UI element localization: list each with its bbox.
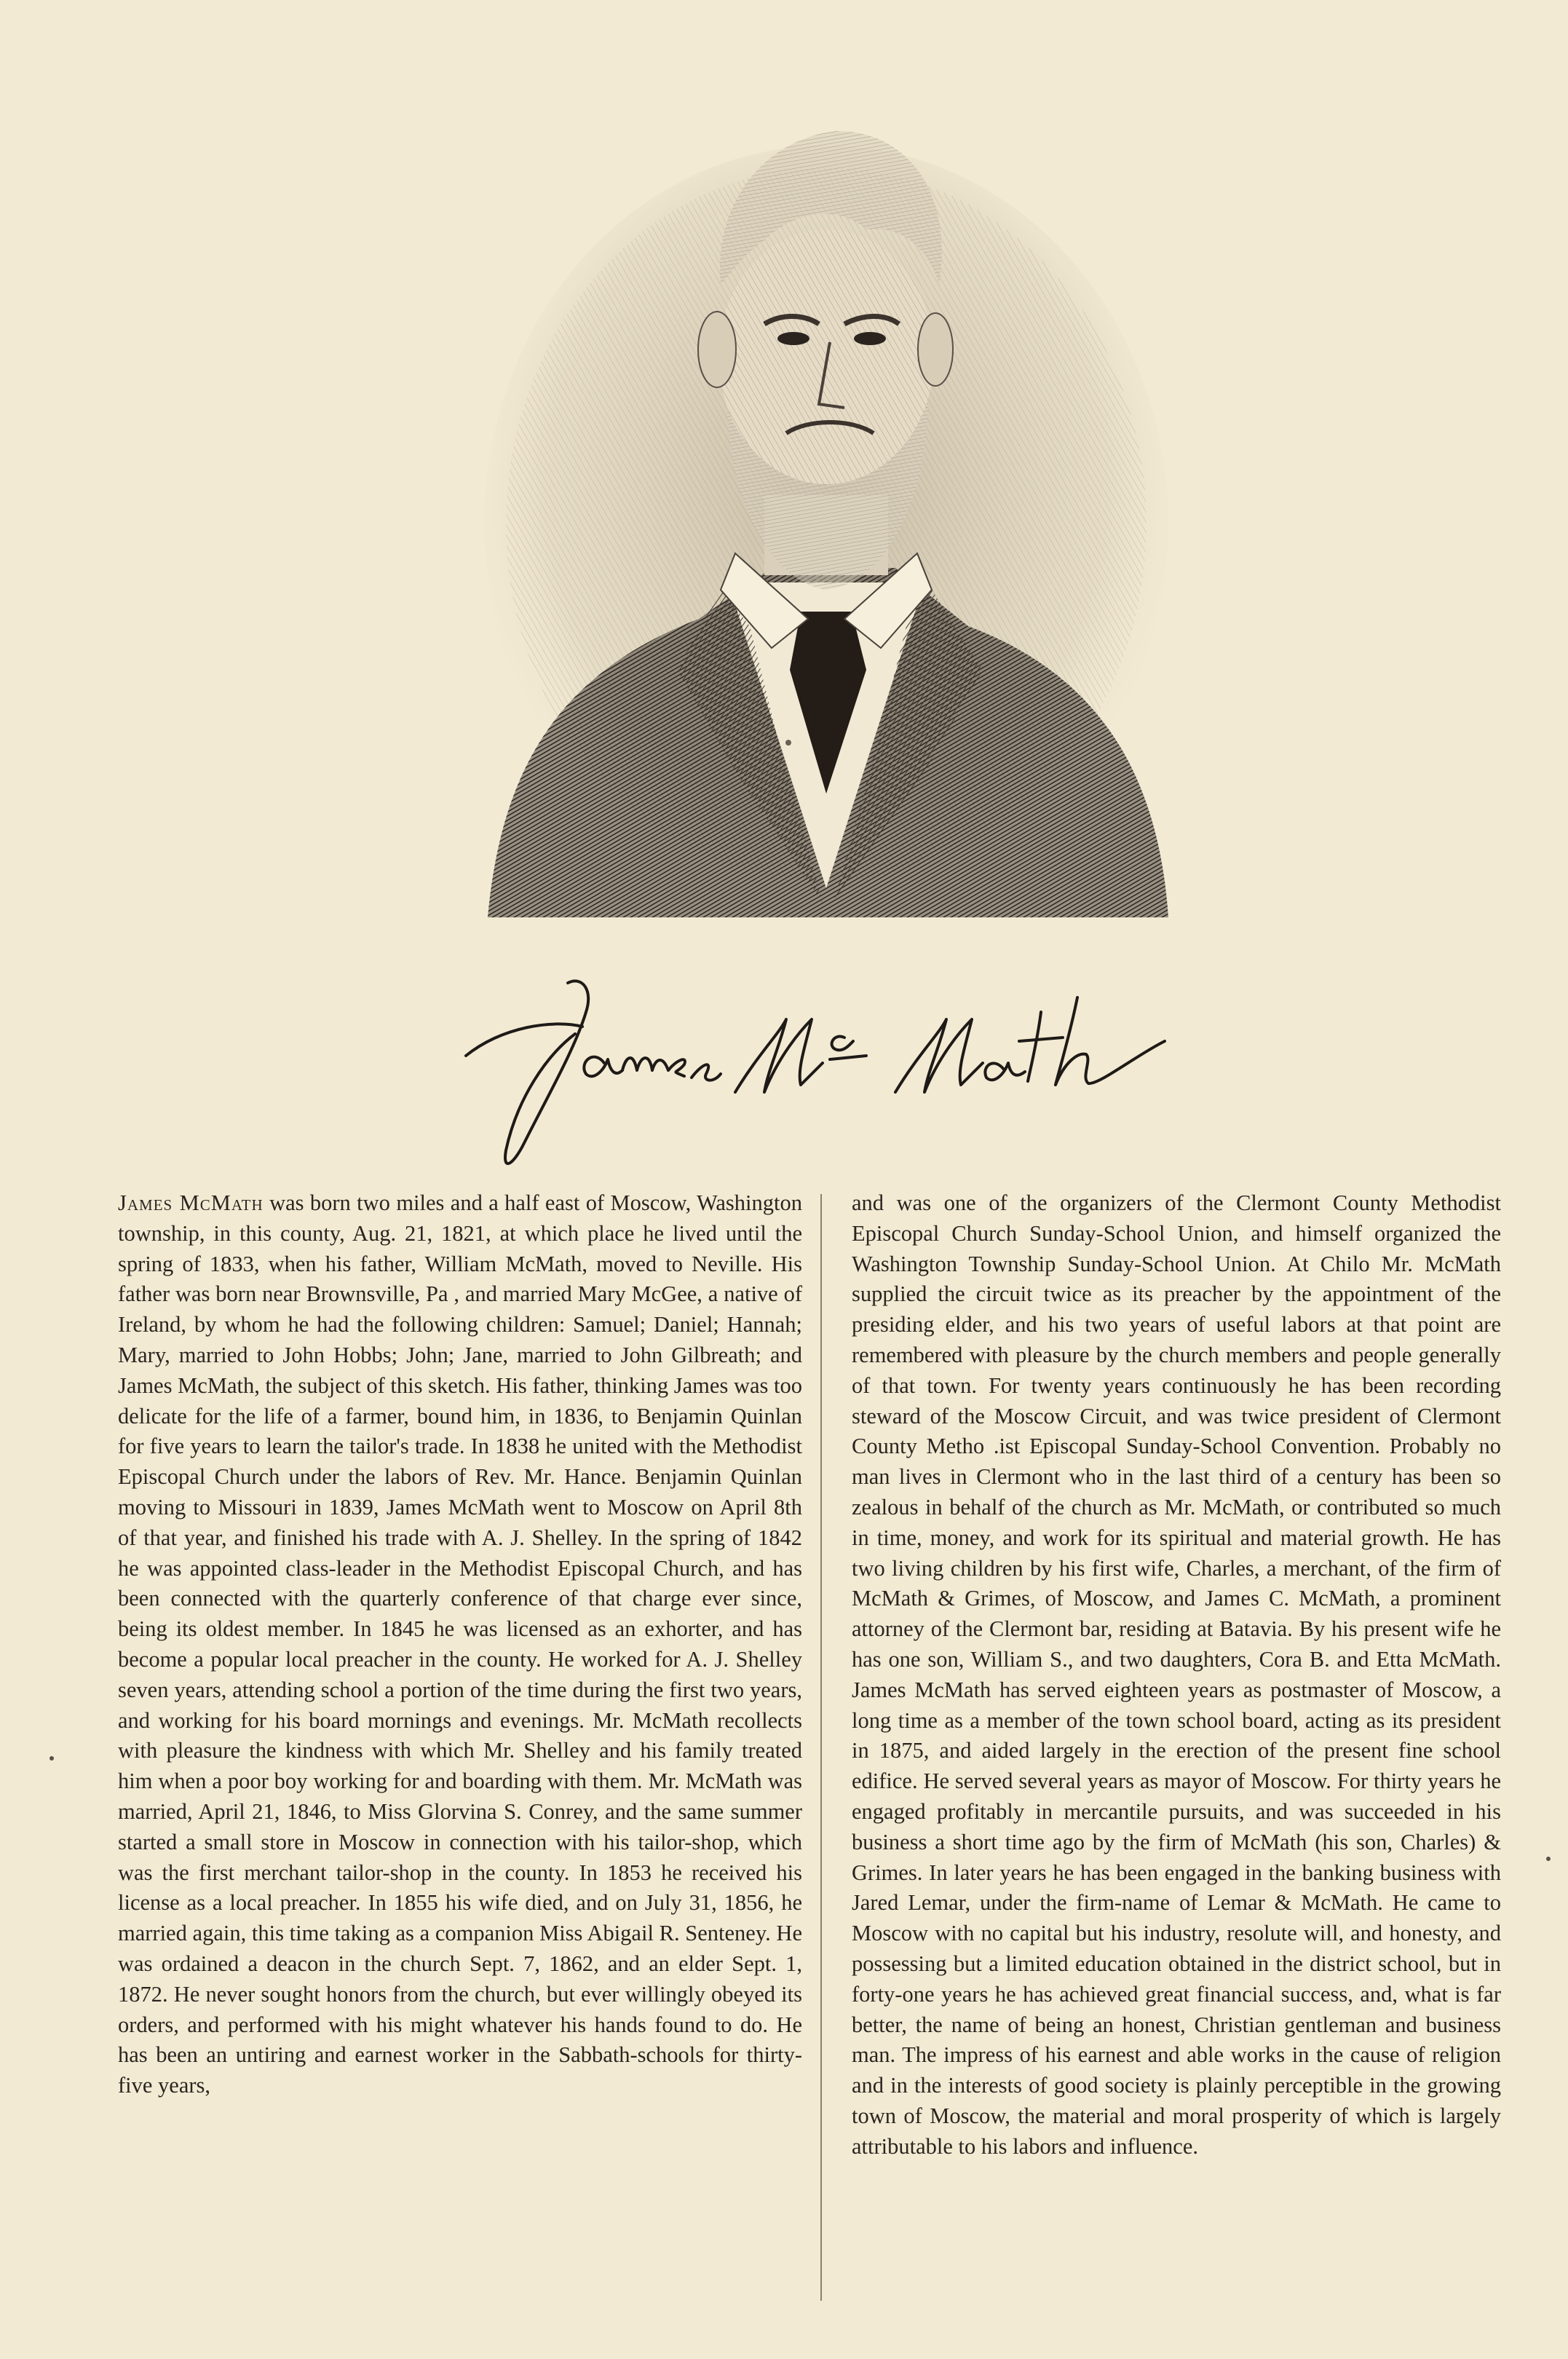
signature-handwriting (437, 968, 1208, 1180)
column-divider (820, 1194, 822, 2301)
portrait-illustration (459, 116, 1194, 961)
stray-ink-mark (1546, 1857, 1551, 1861)
signature (437, 968, 1208, 1180)
biography-right-column (852, 1188, 1501, 2162)
portrait-engraving (459, 116, 1194, 961)
stray-ink-mark (50, 1756, 54, 1761)
subject-name: James McMath (118, 1190, 264, 1215)
biography-text-right: and was one of the organizers of the Clermont County Methodist Episcopal Church Sunday-School Union, and himself organized the Washington Township Sunday-School Union. At Chilo Mr. McMath supplied the circuit twice as its preacher by the appointment of the presiding elder, and his two years of useful labors at that point are remembered with pleasure by the church members and people generally of that town. For twenty years continuously he has been recording steward of the Moscow Circuit, and was twice president of Clermont County Metho .ist Episcopal Sunday-School Convention. Probably no man lives in Clermont who in the last third of a century has been so zealous in behalf of the church as Mr. McMath, or contributed so much in time, money, and work for its spiritual and material growth. He has two living children by his first wife, Charles, a merchant, of the firm of McMath & Grimes, of Moscow, and James C. McMath, a prominent attorney of the Clermont bar, residing at Batavia. By his present wife he has one son, William S., and two daughters, Cora B. and Etta McMath. James McMath has served eighteen years as postmaster of Moscow, a long time as a member of the town school board, acting as its president in 1875, and aided largely in the erection of the present fine school edifice. He served several years as mayor of Moscow. For thirty years he engaged profitably in mercantile pursuits, and was succeeded in his business a short time ago by the firm of McMath (his son, Charles) & Grimes. In later years he has been engaged in the banking business with Jared Lemar, under the firm-name of Lemar & McMath. He came to Moscow with no capital but his industry, resolute will, and honesty, and possessing but a limited education obtained in the district school, but in forty-one years he has achieved great financial success, and, what is far better, the name of being an honest, Christian gentleman and business man. The impress of his earnest and able works in the cause of religion and in the interests of good society is plainly perceptible in the growing town of Moscow, the material and moral prosperity of which is largely attributable to his labors and influence. (852, 1190, 1501, 2159)
biography-text-left: was born two miles and a half east of Moscow, Washington township, in this county, Aug. 21, 1821, at which place he lived until the spring of 1833, when his father, William McMath, moved to Neville. His father was born near Brownsville, Pa , and married Mary McGee, a native of Ireland, by whom he had the following children: Samuel; Daniel; Hannah; Mary, married to John Hobbs; John; Jane, married to John Gilbreath; and James McMath, the subject of this sketch. His father, thinking James was too delicate for the life of a farmer, bound him, in 1836, to Benjamin Quinlan for five years to learn the tailor's trade. In 1838 he united with the Methodist Episcopal Church under the labors of Rev. Mr. Hance. Benjamin Quinlan moving to Missouri in 1839, James McMath went to Moscow on April 8th of that year, and finished his trade with A. J. Shelley. In the spring of 1842 he was appointed class-leader in the Methodist Episcopal Church, and has been connected with the quarterly conference of that charge ever since, being its oldest member. In 1845 he was licensed as an exhorter, and has become a popular local preacher in the county. He worked for A. J. Shelley seven years, attending school a portion of the time during the first two years, and working for his board mornings and evenings. Mr. McMath recollects with pleasure the kindness with which Mr. Shelley and his family treated him when a poor boy working for and boarding with them. Mr. McMath was married, April 21, 1846, to Miss Glorvina S. Conrey, and the same summer started a small store in Moscow in connection with his tailor-shop, which was the first merchant tailor-shop in the county. In 1853 he received his license as a local preacher. In 1855 his wife died, and on July 31, 1856, he married again, this time taking as a companion Miss Abigail R. Senteney. He was ordained a deacon in the church Sept. 7, 1862, and an elder Sept. 1, 1872. He never sought honors from the church, but ever willingly obeyed its orders, and performed with his might whatever his hands found to do. He has been an untiring and earnest worker in the Sabbath-schools for thirty-five years, (118, 1190, 802, 2098)
biography-left-column (118, 1188, 802, 2101)
